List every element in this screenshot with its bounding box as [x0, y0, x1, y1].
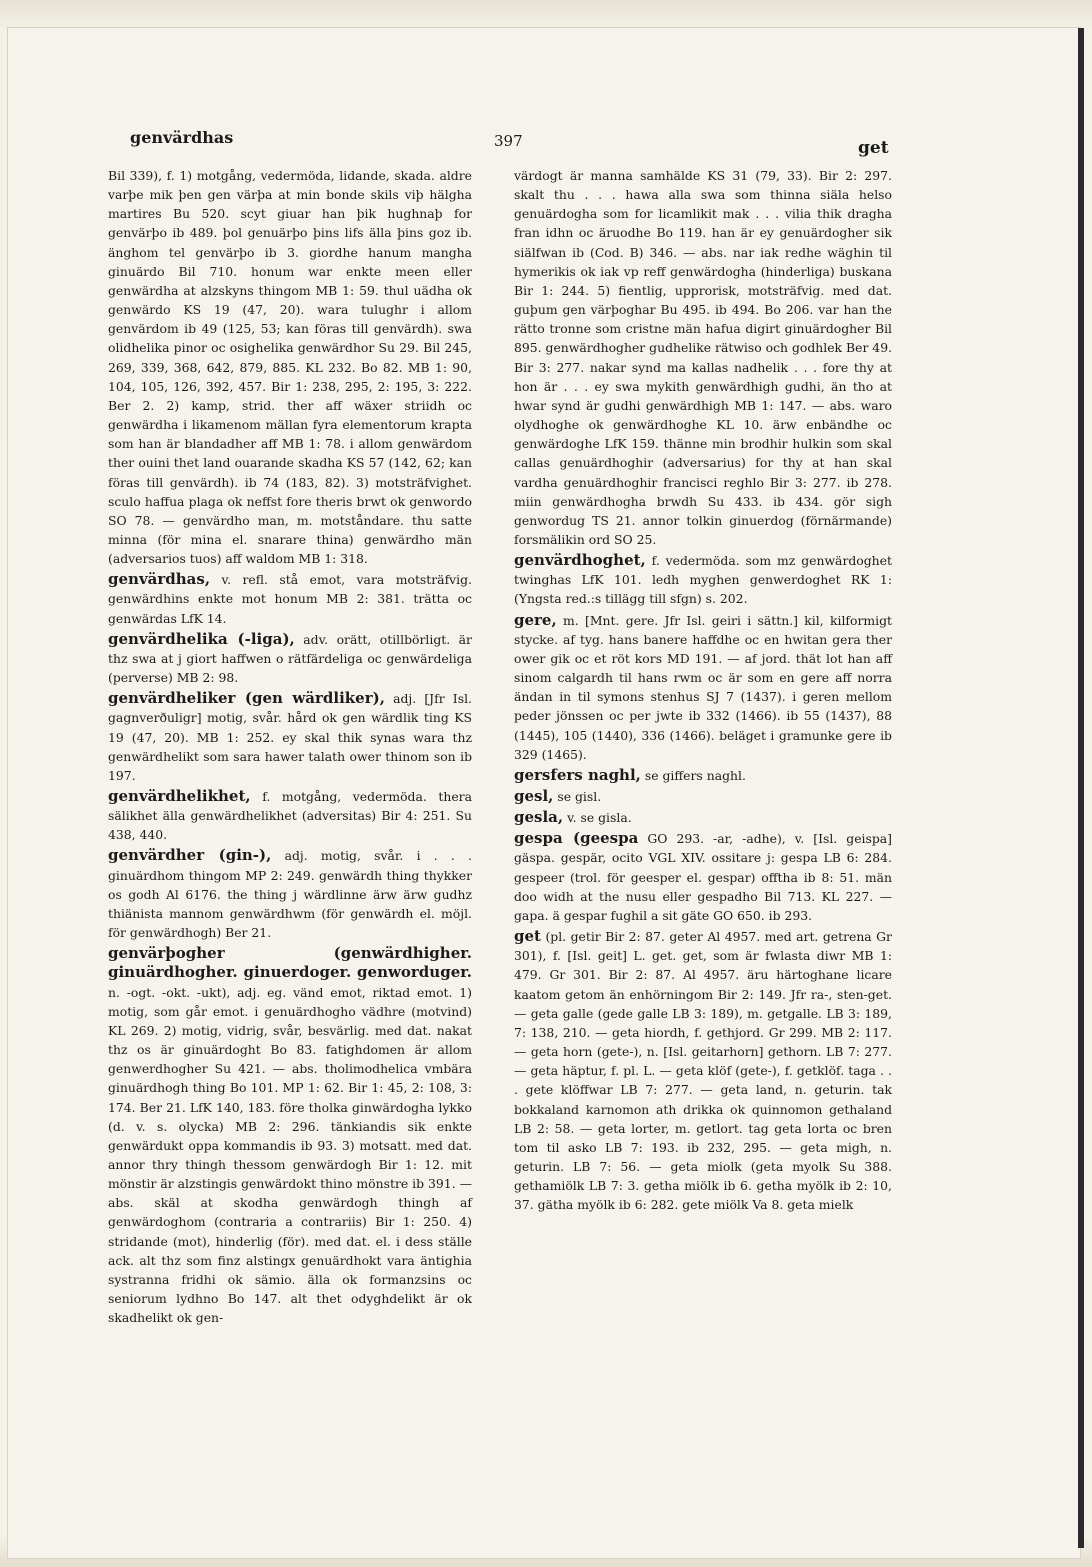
- entry: [514, 829, 892, 925]
- entry-headword: gesla,: [514, 808, 564, 827]
- entry: [108, 944, 472, 1327]
- entry-text: adj. [Jfr Isl. gagnverðuligr] motig, svår. hård ok gen wärdlik ting KS 19 (47, 20). MB 1: 252. ey skal thik synas wara thz genwärdhelikt som sara hawer talath ower thinom son ib 197.: [108, 691, 472, 783]
- entry-headword: genvärdhelikhet,: [108, 787, 251, 805]
- running-head-right: get: [858, 138, 889, 158]
- entry-headword: genvärdher (gin-),: [108, 846, 272, 865]
- page-edge-shadow: [1078, 28, 1084, 1548]
- entry: [108, 166, 472, 568]
- entry-headword: gere,: [514, 610, 557, 629]
- entry-text: adj. motig, svår. i . . . ginuärdhom thingom MP 2: 249. genwärdh thing thykker os godh Al 6176. the thing j wärdlinne ärw ärw gudhz thiänista mannom genwärdhwm (för genwärdh el. möjl. för genwärdhogh) Ber 21.: [108, 848, 472, 941]
- entry: [108, 787, 472, 844]
- entry-text: se giffers naghl.: [644, 767, 746, 783]
- entry-headword: gersfers naghl,: [514, 765, 641, 784]
- entry-headword: gespa (geespa: [514, 829, 639, 848]
- entry: [514, 611, 892, 764]
- entry-text: GO 293. -ar, -adhe), v. [Isl. geispa] gäspa. gespär, ocito VGL XIV. ossitare j: gespa LB 6: 284. gespeer (trol. för geesper el. gespar) offtha ib 8: 51. män doo widh at the nusu eller gespadho Bil 713. KL 227. — gapa. ä gespar fughil a sit gäte GO 650. ib 293.: [514, 831, 892, 923]
- page-number: 397: [494, 132, 523, 150]
- entry: [514, 166, 892, 549]
- entry-headword: genvärdhoghet,: [514, 551, 646, 570]
- entry: [108, 689, 472, 785]
- entry: [108, 630, 472, 687]
- entry-text: adv. orätt, otillbörligt. är thz swa at j giort haffwen o rätfärdeliga oc genwärdeliga (perverse) MB 2: 98.: [108, 631, 472, 686]
- entry-text: f. motgång, vedermöda. thera sälikhet älla genwärdhelikhet (adversitas) Bir 4: 251. Su 438, 440.: [108, 789, 472, 843]
- entry-text: m. [Mnt. gere. Jfr Isl. geiri i sättn.] kil, kilformigt stycke. af tyg. hans banere haffdhe oc en hwitan gera ther ower gik oc et röt kors MD 191. — af jord. thät lot han aff sinom calgardh til hans rwm oc är som en gere aff norra ändan in til symons stenhus SJ 7 (1437). i geren mellom peder jönssen oc per jwte ib 332 (1466). ib 55 (1437), 88 (1445), 105 (1440), 336 (1466). beläget i gramunke gere ib 329 (1465).: [514, 612, 892, 762]
- entry: [514, 927, 892, 1214]
- entry-text: (pl. getir Bir 2: 87. geter Al 4957. med art. getrena Gr 301), f. [Isl. geit] L. get. get, som är fwlasta diwr MB 1: 479. Gr 301. Bir 2: 87. Al 4957. äru härtoghane licare kaatom getom än enhörningom Bir 2: 149. Jfr ra-, sten-get. — geta galle (gede galle LB 3: 189), m. getgalle. LB 3: 189, 7: 138, 210. — geta hiordh, f. gethjord. Gr 299. MB 2: 117. — geta horn (gete-), n. [Isl. geitarhorn] gethorn. LB 7: 277. — geta häptur, f. pl. L. — geta klöf (gete-), f. getklöf. taga . . . gete klöffwar LB 7: 277. — geta land, n. geturin. tak bokkaland karnomon ath drikka ok quinnomon gethaland LB 2: 58. — geta lorter, m. getlort. tag geta lorta oc bren tom til asko LB 7: 193. ib 232, 295. — geta migh, n. geturin. LB 7: 56. — geta miolk (geta myolk Su 388. gethamiölk LB 7: 3. getha miölk ib 6. getha myölk ib 2: 10, 37. gätha myölk ib 6: 282. gete miölk Va 8. geta mielk: [514, 929, 892, 1213]
- entry: [514, 551, 892, 608]
- entry-headword: genvärþogher (genwärdhigher. ginuärdhogher. ginuerdoger. genworduger.: [108, 944, 472, 982]
- entry-headword: gesl,: [514, 787, 554, 805]
- entry: [108, 570, 472, 627]
- entry: [108, 846, 472, 942]
- entry-text: n. -ogt. -okt. -ukt), adj. eg. vänd emot, riktad emot. 1) motig, som går emot. i genuärdhogho vädhre (motvind) KL 269. 2) motig, vidrig, svår, besvärlig. med dat. nakat thz os är ginuärdoght Bo 83. fatighdomen är allom genwerdhogher Su 421. — abs. tholimodhelica vmbära ginuärdhogh thing Bo 101. MP 1: 62. Bir 1: 45, 2: 108, 3: 174. Ber 21. LfK 140, 183. före tholka ginwärdogha lykko (d. v. s. olycka) MB 2: 296. tänkiandis sik enkte genwärdukt oppa kommandis ib 93. 3) motsatt. med dat. annor thry thingh thessom genwärdogh Bir 1: 12. mit mönstir är alzstingis genwärdokt thino mönstre ib 391. — abs. skäl at skodha genwärdogh thingh af genwärdoghom (contraria a contrariis) Bir 1: 250. 4) stridande (mot), hinderlig (för). med dat. el. i dess ställe ack. alt thz som finz alstingx genuärdhokt vara äntighia systranna fridhi ok sämio. älla ok formanzsins oc seniorum lydhno Bo 147. alt thet odyghdelikt är ok skadhelikt ok gen-: [108, 984, 472, 1326]
- entry: [514, 787, 892, 806]
- entry-text: v. se gisla.: [567, 810, 632, 826]
- entry-headword: genvärdhelika (-liga),: [108, 629, 295, 648]
- left-column: [108, 166, 472, 1329]
- entry: [514, 808, 892, 827]
- entry-text: Bil 339), f. 1) motgång, vedermöda, lidande, skada. aldre varþe mik þen gen värþa at min bonde skils viþ hälgha martires Bu 520. scyt giuar han þik hughnaþ for genvärþo ib 489. þol genuärþo þins lifs älla þins goz ib. änghom tel genvärþo ib 3. giordhe hanum mangha ginuärdo Bil 710. honum war enkte meen eller genwärdha at alzskyns thingom MB 1: 59. thul uädha ok genwärdo KS 19 (47, 20). wara tulughr i allom genvärdom ib 49 (125, 53; kan föras till genvärdh). swa olidhelika pinor oc osighelika genwärdhor Su 29. Bil 245, 269, 339, 368, 642, 879, 885. KL 232. Bo 82. MB 1: 90, 104, 105, 126, 392, 457. Bir 1: 238, 295, 2: 195, 3: 222. Ber 2. 2) kamp, strid. ther aff wäxer striidh oc genwärdha i likamenom mällan fyra elementorum krapta som han är blandadher aff MB 1: 78. i allom genwärdom ther ouini thet land ouarande skadha KS 57 (142, 62; kan föras till genvärdh). ib 74 (183, 82). 3) motsträfvighet. sculo haffua plaga ok neffst fore theris brwt ok genwordo SO 78. — genvärdho man, m. motståndare. thu satte minna (för mina el. snarare thina) genwärdho män (adversarios tuos) aff waldom MB 1: 318.: [108, 168, 472, 567]
- entry-headword: get: [514, 927, 541, 946]
- entry-headword: genvärdhas,: [108, 570, 211, 589]
- entry-headword: genvärdheliker (gen wärdliker),: [108, 689, 385, 708]
- entry-text: f. vedermöda. som mz genwärdoghet twinghas LfK 101. ledh myghen genwerdoghet RK 1: (Yngsta red.:s tillägg till sfgn) s. 202.: [514, 553, 892, 607]
- entry: [514, 766, 892, 785]
- entry-text: värdogt är manna samhälde KS 31 (79, 33). Bir 2: 297. skalt thu . . . hawa alla swa som thinna siäla helso genuärdogha som for licamlikit mak . . . vilia thik dragha fran idhn oc äruodhe Bo 119. han är ey genuärdogher sik siälfwan ib (Cod. B) 346. — abs. nar iak redhe wäghin til hymerikis ok iak vp reff genwärdogha (hinderliga) buskana Bir 1: 244. 5) fientlig, upprorisk, motsträfvig. med dat. guþum gen värþoghar Bu 495. ib 494. Bo 206. var han the rätto tronne som cristne män hafua digirt ginuärdogher Bil 895. genwärdhogher gudhelike rätwiso och godhlek Ber 49. Bir 3: 277. nakar synd ma kallas nadhelik . . . fore thy at hon är . . . ey swa mykith genwärdhigh gudhi, än tho at hwar synd är gudhi genwärdhigh MB 1: 147. — abs. waro olydhoghe ok genwärdhoghe KL 10. ärw enbändhe oc genwärdoghe LfK 159. thänne min brodhir hulkin som skal callas genuärdhoghir (adversarius) for thy at han skal vardha genuärdhoghir francisci reghlo Bir 3: 277. ib 278. miin genwärdhogha brwdh Su 433. ib 434. gör sigh genwordug TS 21. annor tolkin ginuerdog (förnärmande) forsmälikin ord SO 25.: [514, 168, 893, 547]
- right-column: [514, 166, 892, 1216]
- entry-text: v. refl. stå emot, vara motsträfvig. genwärdhins enkte mot honum MB 2: 381. trätta oc genwärdas LfK 14.: [108, 572, 472, 626]
- entry-text: se gisl.: [557, 789, 602, 804]
- running-head-left: genvärdhas: [130, 128, 234, 147]
